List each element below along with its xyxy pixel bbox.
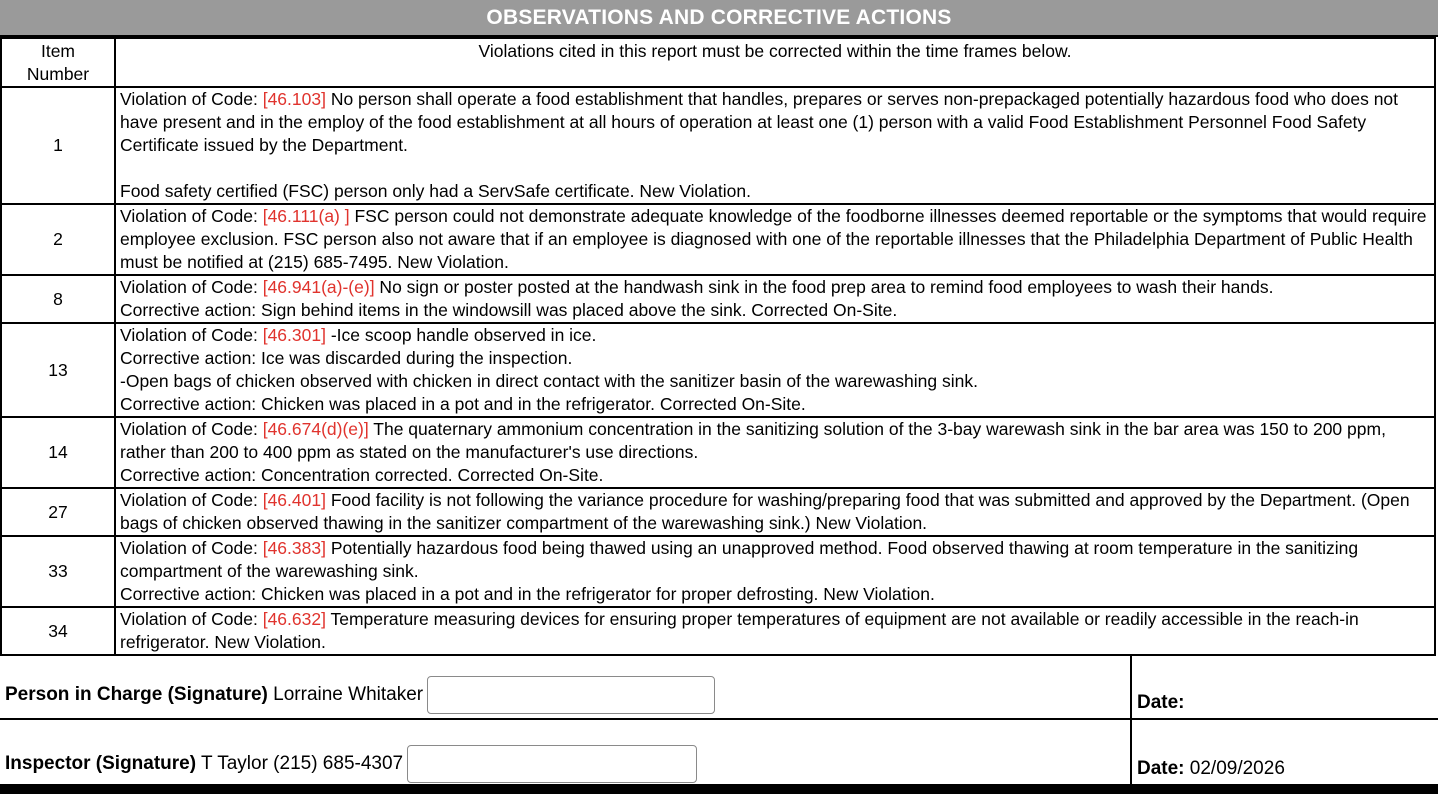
item-number: 13 — [1, 323, 115, 417]
violation-code-link[interactable]: [46.111(a) ] — [262, 206, 350, 226]
section-title: OBSERVATIONS AND CORRECTIVE ACTIONS — [0, 0, 1438, 37]
person-in-charge-name: Lorraine Whitaker — [267, 684, 424, 705]
code-prefix: Violation of Code: — [120, 277, 263, 297]
violation-note-line — [120, 157, 1430, 180]
violation-text: Potentially hazardous food being thawed using an unapproved method. Food observed thawing at room temperature in the sanitizing compartment of the warewashing sink. — [120, 538, 1359, 581]
violation-note-line: Corrective action: Chicken was placed in a pot and in the refrigerator. Corrected On-Site. — [120, 394, 806, 414]
violation-main-text — [120, 537, 1430, 583]
violation-text: FSC person could not demonstrate adequate knowledge of the foodborne illnesses deemed reportable or the symptoms that would require employee exclusion. FSC person also not aware that if an employee is diagnosed with one of the reportable illnesses that the Philadelphia Department of Public Health must be notified at (215) 685-7495. New Violation. — [120, 206, 1427, 272]
violation-row — [1, 488, 1435, 536]
violation-main-text — [120, 88, 1430, 157]
violation-description — [115, 536, 1435, 607]
violation-main-text — [120, 276, 1430, 299]
violation-code-link[interactable]: [46.301] — [262, 325, 326, 345]
violation-main-text — [120, 205, 1430, 274]
inspector-date-cell — [1131, 719, 1438, 785]
inspector-date-label: Date: — [1137, 758, 1185, 779]
violation-description — [115, 488, 1435, 536]
item-number-header-line1: Item — [40, 41, 76, 61]
violation-code-link[interactable]: [46.383] — [262, 538, 326, 558]
code-prefix: Violation of Code: — [120, 609, 263, 629]
violation-code-link[interactable]: [46.941(a)-(e)] — [262, 277, 375, 297]
code-prefix: Violation of Code: — [120, 206, 263, 226]
inspector-label: Inspector (Signature) — [5, 753, 197, 774]
code-prefix: Violation of Code: — [120, 490, 263, 510]
item-number-header — [1, 38, 115, 87]
violation-description — [115, 607, 1435, 655]
violation-description — [115, 417, 1435, 488]
violation-row — [1, 87, 1435, 204]
violation-description — [115, 87, 1435, 204]
item-number: 27 — [1, 488, 115, 536]
violations-table — [0, 37, 1436, 656]
person-in-charge-signature-input[interactable] — [427, 676, 715, 714]
violation-main-text — [120, 489, 1430, 535]
violation-text: Food facility is not following the variance procedure for washing/preparing food that was submitted and approved by the Department. (Open bags of chicken observed thawing in the sanitizer compartment of the warewashing sink.) New Violation. — [120, 490, 1410, 533]
item-number-header-line2: Number — [26, 64, 90, 84]
violation-row — [1, 204, 1435, 275]
violation-description — [115, 204, 1435, 275]
inspector-signature-input[interactable] — [407, 745, 697, 783]
code-prefix: Violation of Code: — [120, 89, 263, 109]
inspector-row — [0, 719, 1438, 785]
violation-note-line: Corrective action: Concentration corrected. Corrected On-Site. — [120, 465, 604, 485]
inspector-name: T Taylor (215) 685-4307 — [196, 753, 404, 774]
inspector-cell — [0, 719, 1131, 785]
person-in-charge-label: Person in Charge (Signature) — [5, 684, 268, 705]
violation-description — [115, 323, 1435, 417]
violation-main-text — [120, 608, 1430, 654]
violation-text: -Ice scoop handle observed in ice. — [325, 325, 597, 345]
notice-header: Violations cited in this report must be corrected within the time frames below. — [115, 38, 1435, 87]
person-in-charge-date-cell — [1131, 656, 1438, 719]
code-prefix: Violation of Code: — [120, 419, 263, 439]
code-prefix: Violation of Code: — [120, 325, 263, 345]
person-in-charge-row — [0, 656, 1438, 719]
item-number: 2 — [1, 204, 115, 275]
violation-text: No sign or poster posted at the handwash sink in the food prep area to remind food employees to wash their hands. — [374, 277, 1274, 297]
violation-note-line: Corrective action: Chicken was placed in a pot and in the refrigerator for proper defrosting. New Violation. — [120, 584, 935, 604]
violation-row — [1, 417, 1435, 488]
violation-row — [1, 607, 1435, 655]
violation-row — [1, 323, 1435, 417]
item-number: 34 — [1, 607, 115, 655]
violation-row — [1, 275, 1435, 323]
table-header-row — [1, 38, 1435, 87]
item-number: 14 — [1, 417, 115, 488]
signature-table — [0, 656, 1438, 786]
violation-code-link[interactable]: [46.632] — [262, 609, 326, 629]
inspector-date-value: 02/09/2026 — [1184, 758, 1285, 779]
item-number: 1 — [1, 87, 115, 204]
violation-note-line: Corrective action: Ice was discarded during the inspection. — [120, 348, 573, 368]
violation-note-line: Corrective action: Sign behind items in the windowsill was placed above the sink. Corrected On-Site. — [120, 300, 898, 320]
violation-main-text — [120, 418, 1430, 464]
person-in-charge-cell — [0, 656, 1131, 719]
bottom-border — [0, 786, 1438, 794]
violation-code-link[interactable]: [46.401] — [262, 490, 326, 510]
violation-code-link[interactable]: [46.103] — [262, 89, 326, 109]
violation-text: No person shall operate a food establishment that handles, prepares or serves non-prepackaged potentially hazardous food who does not have present and in the employ of the food establishment at all hours of operation at least one (1) person with a valid Food Establishment Personnel Food Safety Certificate issued by the Department. — [120, 89, 1399, 155]
code-prefix: Violation of Code: — [120, 538, 263, 558]
item-number: 33 — [1, 536, 115, 607]
violation-text: Temperature measuring devices for ensuring proper temperatures of equipment are not available or readily accessible in the reach-in refrigerator. New Violation. — [120, 609, 1359, 652]
violation-code-link[interactable]: [46.674(d)(e)] — [262, 419, 369, 439]
violation-description — [115, 275, 1435, 323]
violation-main-text — [120, 324, 1430, 347]
violation-note-line: -Open bags of chicken observed with chicken in direct contact with the sanitizer basin of the warewashing sink. — [120, 371, 978, 391]
violation-text: The quaternary ammonium concentration in the sanitizing solution of the 3-bay warewash sink in the bar area was 150 to 200 ppm, rather than 200 to 400 ppm as stated on the manufacturer's use directions. — [120, 419, 1386, 462]
violation-row — [1, 536, 1435, 607]
item-number: 8 — [1, 275, 115, 323]
violation-note-line: Food safety certified (FSC) person only had a ServSafe certificate. New Violation. — [120, 181, 751, 201]
person-in-charge-date-label: Date: — [1137, 692, 1185, 713]
